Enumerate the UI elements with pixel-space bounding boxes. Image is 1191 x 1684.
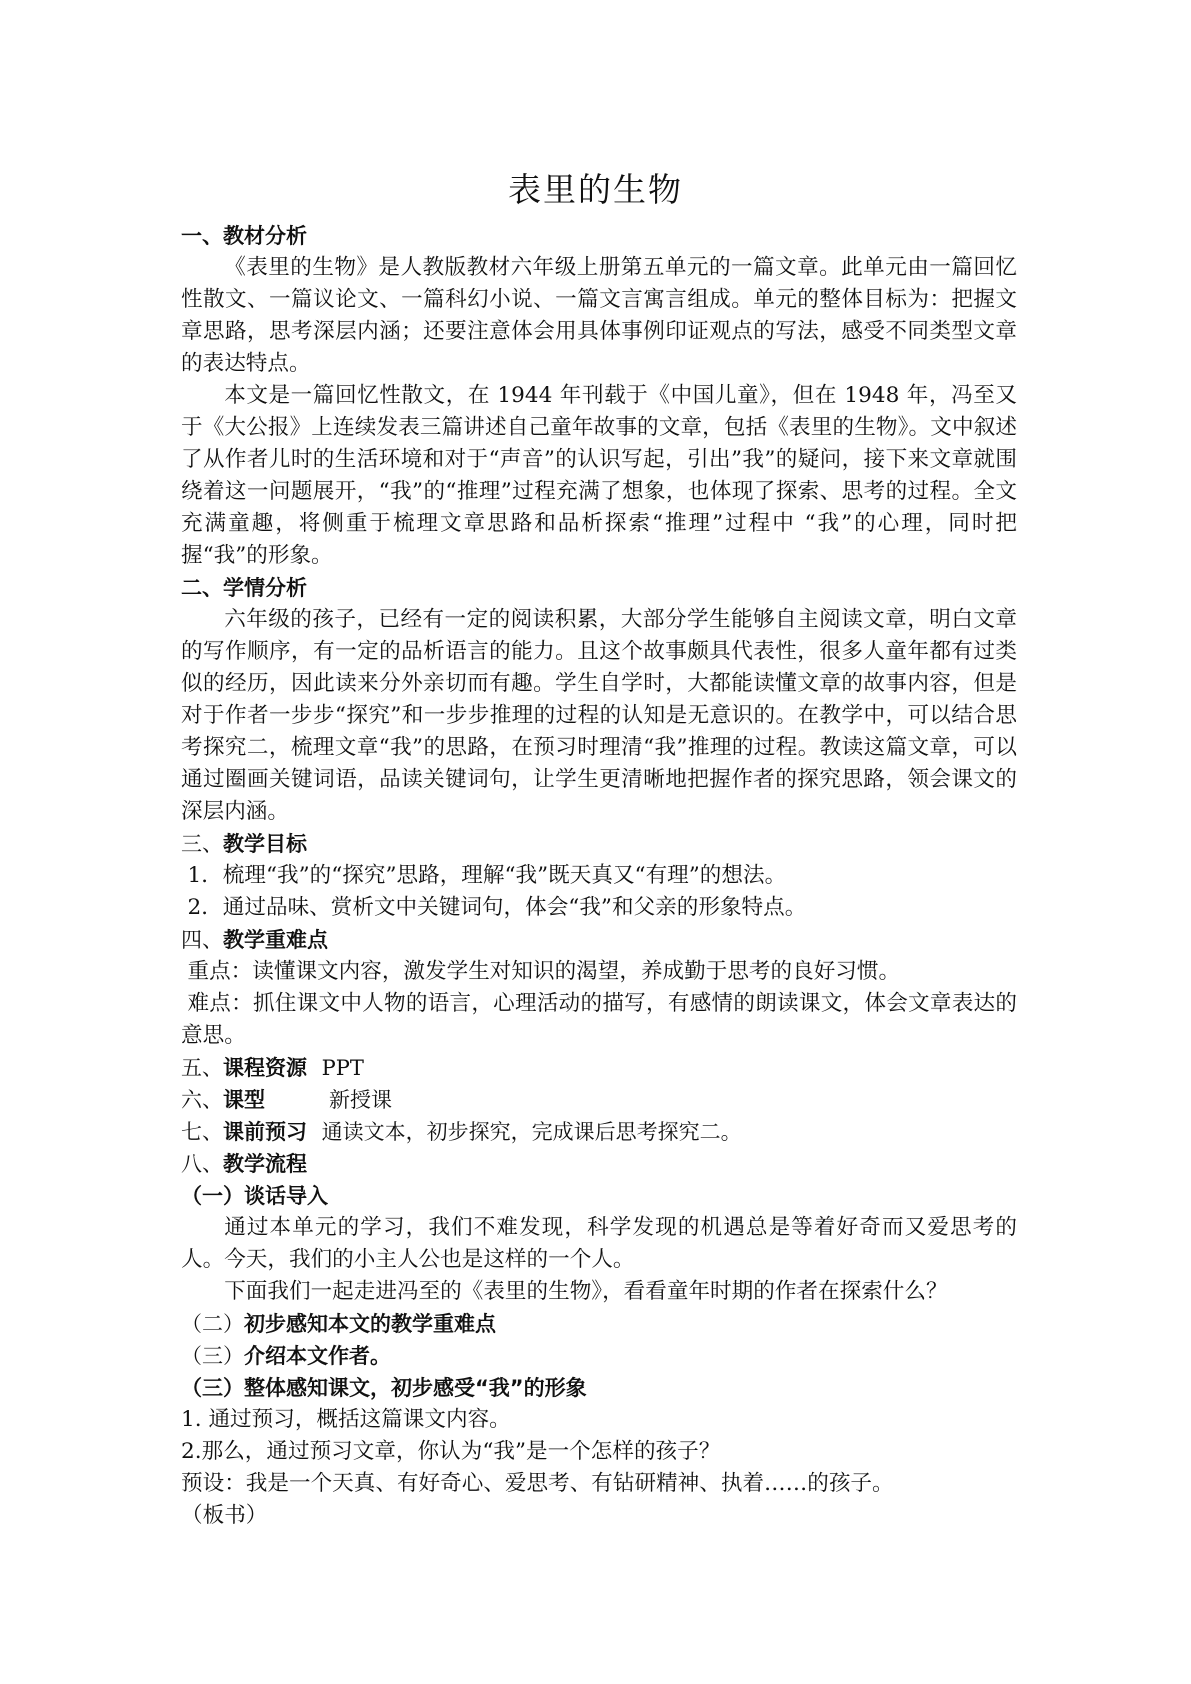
- list-item: 2．通过品味、赏析文中关键词句，体会“我”和父亲的形象特点。: [187, 895, 807, 920]
- preset-answer: 预设：我是一个天真、有好奇心、爱思考、有钻研精神、执着……的孩子。: [181, 1471, 894, 1496]
- subsection-heading: [181, 1340, 1017, 1372]
- document-title: 表里的生物: [508, 170, 683, 209]
- section-number: 三、: [181, 832, 223, 856]
- subsection-heading: [181, 1308, 1017, 1340]
- section-value: PPT: [321, 1056, 364, 1080]
- section-value: 新授课: [329, 1088, 392, 1112]
- list-item: 重点：读懂课文内容，激发学生对知识的渴望，养成勤于思考的良好习惯。: [187, 959, 901, 984]
- section-heading-1: 一、教材分析: [181, 224, 307, 248]
- subsection-title: 初步感知本文的教学重难点: [244, 1312, 496, 1336]
- paragraph: 通过本单元的学习，我们不难发现，科学发现的机遇总是等着好奇而又爱思考的人。今天，我们的小主人公也是这样的一个人。: [181, 1215, 1017, 1272]
- section-title: 课前预习: [223, 1120, 307, 1144]
- paragraph: 《表里的生物》是人教版教材六年级上册第五单元的一篇文章。此单元由一篇回忆性散文、一篇议论文、一篇科幻小说、一篇文言寓言组成。单元的整体目标为：把握文章思路，思考深层内涵；还要注意体会用具体事例印证观点的写法，感受不同类型文章的表达特点。: [181, 255, 1017, 376]
- section-heading-4: [181, 924, 1017, 956]
- document-body: [181, 220, 1017, 1532]
- paragraph: 下面我们一起走进冯至的《表里的生物》，看看童年时期的作者在探索什么？: [224, 1279, 948, 1304]
- list-item: 1. 通过预习，概括这篇课文内容。: [181, 1407, 511, 1432]
- section-number: 六、: [181, 1088, 223, 1112]
- paragraph: 本文是一篇回忆性散文，在 1944 年刊载于《中国儿童》，但在 1948 年，冯至又于《大公报》上连续发表三篇讲述自己童年故事的文章，包括《表里的生物》。文中叙述了从作者儿时的生活环境和对于“声音”的认识写起，引出”我”的疑问，接下来文章就围绕着这一问题展开，“我”的“推理”过程充满了想象，也体现了探索、思考的过程。全文充满童趣，将侧重于梳理文章思路和品析探索“推理”过程中 “我”的心理，同时把握“我”的形象。: [181, 383, 1017, 568]
- subsection-number: （二）: [181, 1312, 244, 1336]
- section-title: 教学重难点: [223, 928, 328, 952]
- list-item: 难点：抓住课文中人物的语言，心理活动的描写，有感情的朗读课文，体会文章表达的意思。: [181, 991, 1017, 1048]
- section-value: 通读文本，初步探究，完成课后思考探究二。: [321, 1120, 742, 1144]
- board-note: （板书）: [181, 1503, 268, 1528]
- section-title: 教学流程: [223, 1152, 307, 1176]
- section-heading-2: 二、学情分析: [181, 576, 307, 600]
- list-item: 2.那么，通过预习文章，你认为“我”是一个怎样的孩子？: [181, 1439, 721, 1464]
- subsection-heading: （一）谈话导入: [181, 1184, 328, 1208]
- section-number: 四、: [181, 928, 223, 952]
- section-heading-7: [181, 1116, 1017, 1148]
- section-title: 教学目标: [223, 832, 307, 856]
- paragraph: 六年级的孩子，已经有一定的阅读积累，大部分学生能够自主阅读文章，明白文章的写作顺序，有一定的品析语言的能力。且这个故事颇具代表性，很多人童年都有过类似的经历，因此读来分外亲切而有趣。学生自学时，大都能读懂文章的故事内容，但是对于作者一步步“探究”和一步步推理的过程的认知是无意识的。在教学中，可以结合思考探究二，梳理文章“我”的思路，在预习时理清“我”推理的过程。教读这篇文章，可以通过圈画关键词语，品读关键词句，让学生更清晰地把握作者的探究思路，领会课文的深层内涵。: [181, 607, 1017, 824]
- section-number: 五、: [181, 1056, 223, 1080]
- subsection-heading: （三）整体感知课文，初步感受“我”的形象: [181, 1376, 587, 1400]
- section-number: 七、: [181, 1120, 223, 1144]
- list-item: 1．梳理“我”的“探究”思路，理解“我”既天真又“有理”的想法。: [187, 863, 787, 888]
- section-title: 课程资源: [223, 1056, 307, 1080]
- section-heading-3: [181, 828, 1017, 860]
- section-heading-5: [181, 1052, 1017, 1084]
- section-title: 课型: [223, 1088, 265, 1112]
- subsection-number: （三）: [181, 1344, 244, 1368]
- section-heading-8: [181, 1148, 1017, 1180]
- section-heading-6: [181, 1084, 1017, 1116]
- subsection-title: 介绍本文作者。: [244, 1344, 391, 1368]
- section-number: 八、: [181, 1152, 223, 1176]
